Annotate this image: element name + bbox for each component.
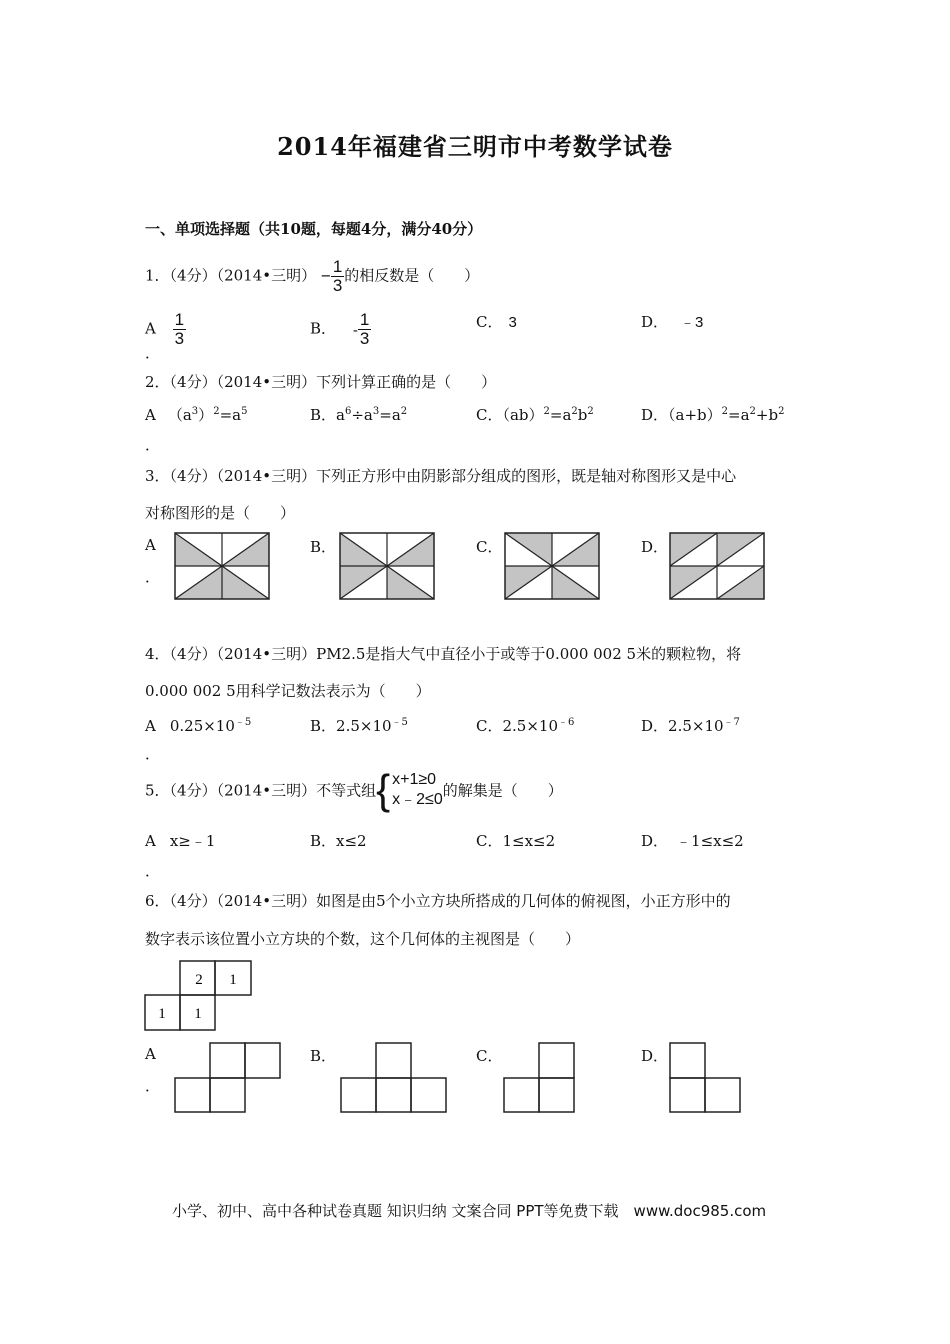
q3-option-a-dot: ． bbox=[145, 568, 161, 586]
q3-option-b-label: B． bbox=[310, 538, 337, 556]
question-6-line1: 6．（4分）（2014•三明）如图是由5个小立方块所搭成的几何体的俯视图，小正方形中的 bbox=[145, 892, 731, 910]
top-view-cell-1: 2 bbox=[195, 972, 203, 988]
q6-figure-c[interactable] bbox=[503, 1042, 579, 1114]
section-heading: 一、单项选择题（共10题，每题4分，满分40分） bbox=[145, 220, 483, 238]
brace-icon: { bbox=[376, 766, 391, 813]
q2-option-b[interactable]: B．$a^6\div a^3=a^2$ bbox=[310, 406, 408, 424]
question-4-line1: 4．（4分）（2014•三明）PM2.5是指大气中直径小于或等于0.000 002 5米的颗粒物，将 bbox=[145, 645, 742, 663]
q6-option-a-dot: ． bbox=[145, 1077, 161, 1095]
q3-figure-d[interactable] bbox=[670, 533, 766, 599]
question-2: 2．（4分）（2014•三明）下列计算正确的是（ ） bbox=[145, 373, 497, 391]
q1-fraction: $\frac{1}{3}$ bbox=[332, 257, 343, 295]
q4-option-d[interactable]: D．$2.5\times 10^{﹣7}$ bbox=[641, 717, 740, 735]
q5-inequality-system: { x+1≥0 x﹣2≤0 bbox=[376, 766, 443, 813]
q3-figure-b[interactable] bbox=[340, 533, 436, 599]
q3-option-a-label: A bbox=[145, 536, 156, 554]
q4-option-a-dot: ． bbox=[145, 745, 161, 763]
q4-option-b[interactable]: B．$2.5\times 10^{﹣5}$ bbox=[310, 717, 408, 735]
top-view-cell-2: 1 bbox=[229, 972, 237, 988]
q6-option-d-label: D． bbox=[641, 1047, 669, 1065]
question-4-line2: 0.000 002 5用科学记数法表示为（ ） bbox=[145, 682, 431, 700]
q4-option-c[interactable]: C．$2.5\times 10^{﹣6}$ bbox=[476, 717, 575, 735]
q3-figure-c[interactable] bbox=[505, 533, 601, 599]
q6-option-b-label: B． bbox=[310, 1047, 337, 1065]
q2-option-a[interactable]: A $(a^3)^2=a^5$ bbox=[145, 406, 248, 424]
q6-figure-d[interactable] bbox=[669, 1042, 745, 1114]
q6-option-a-label: A bbox=[145, 1045, 156, 1063]
q5-option-c[interactable]: C．1≤x≤2 bbox=[476, 832, 556, 850]
q3-figure-a[interactable] bbox=[175, 533, 271, 599]
page-title: 2014年福建省三明市中考数学试卷 bbox=[277, 132, 673, 161]
question-6-line2: 数字表示该位置小立方块的个数，这个几何体的主视图是（ ） bbox=[145, 930, 581, 948]
q5-option-a-dot: ． bbox=[145, 862, 161, 880]
q5-option-b[interactable]: B．x≤2 bbox=[310, 832, 367, 850]
q1-option-d[interactable]: D． ﹣3 bbox=[641, 313, 704, 331]
q5-option-d[interactable]: D． ﹣1≤x≤2 bbox=[641, 832, 744, 850]
q6-top-view bbox=[144, 960, 254, 1032]
question-3-line2: 对称图形的是（ ） bbox=[145, 504, 296, 522]
q4-option-a[interactable]: A $0.25\times 10^{﹣5}$ bbox=[145, 717, 252, 735]
q3-option-c-label: C． bbox=[476, 538, 503, 556]
top-view-cell-3: 1 bbox=[158, 1006, 166, 1022]
q2-option-d[interactable]: D．$(a+b)^2=a^2+b^2$ bbox=[641, 406, 785, 424]
question-5: 5．（4分）（2014•三明）不等式组 { x+1≥0 x﹣2≤0 的解集是（ ） bbox=[145, 766, 563, 813]
q6-figure-a[interactable] bbox=[174, 1042, 284, 1114]
top-view-cell-4: 1 bbox=[194, 1006, 202, 1022]
question-1: 1．（4分）（2014•三明） − $\frac{1}{3}$ 的相反数是（ ） bbox=[145, 257, 480, 295]
q1-suffix: 的相反数是（ ） bbox=[344, 266, 480, 285]
question-3-line1: 3．（4分）（2014•三明）下列正方形中由阴影部分组成的图形，既是轴对称图形又是中心 bbox=[145, 467, 737, 485]
q1-option-a-dot: ． bbox=[145, 344, 161, 362]
q5-option-a[interactable]: A x≥﹣1 bbox=[145, 832, 216, 850]
q1-option-a[interactable]: A $\frac{1}{3}$ bbox=[145, 310, 185, 348]
q1-prefix: 1．（4分）（2014•三明） bbox=[145, 266, 317, 285]
q2-option-a-dot: ． bbox=[145, 436, 161, 454]
q3-option-d-label: D． bbox=[641, 538, 669, 556]
q1-option-c[interactable]: C． 3 bbox=[476, 313, 517, 331]
q2-option-c[interactable]: C．$(ab)^2=a^2b^2$ bbox=[476, 406, 594, 424]
q6-figure-b[interactable] bbox=[340, 1042, 450, 1114]
page-footer: 小学、初中、高中各种试卷真题 知识归纳 文案合同 PPT等免费下载 www.doc985.com bbox=[172, 1202, 767, 1220]
q6-option-c-label: C． bbox=[476, 1047, 503, 1065]
q1-option-b[interactable]: B． - $\frac{1}{3}$ bbox=[310, 310, 370, 348]
